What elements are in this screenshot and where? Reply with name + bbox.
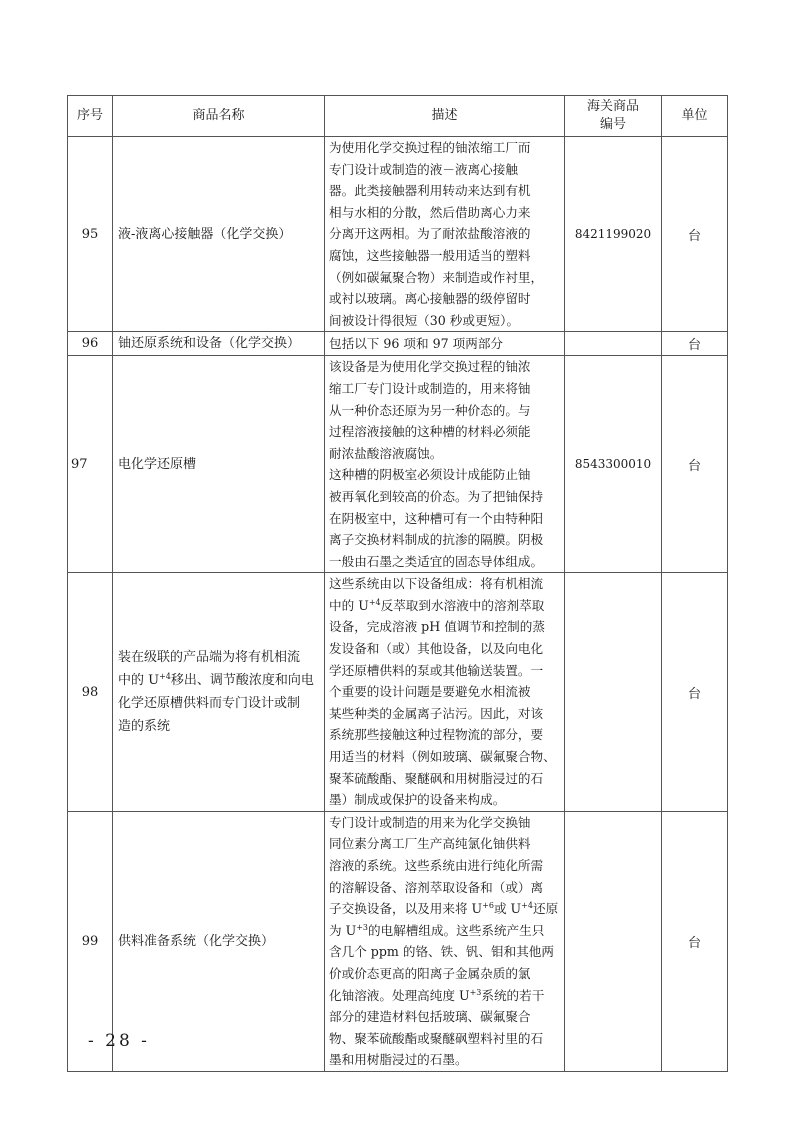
desc-line: 过程溶液接触的这种槽的材料必须能 xyxy=(329,424,531,440)
row-no: 99 xyxy=(68,811,113,1071)
row-hs-code: 8543300010 xyxy=(565,356,662,573)
desc-line: 墨和用树脂浸过的石墨。 xyxy=(329,1052,468,1068)
name-line: 装在级联的产品端为将有机相流 xyxy=(118,650,301,666)
desc-line: 专门设计或制造的用来为化学交换铀 xyxy=(329,814,531,830)
desc-line: 设备，完成溶液 pH 值调节和控制的蒸 xyxy=(329,619,545,635)
row-unit: 台 xyxy=(662,332,728,356)
table-row xyxy=(68,332,728,356)
row-desc xyxy=(325,573,565,812)
name-line: 造的系统 xyxy=(118,719,171,735)
desc-line: 个重要的设计问题是要避免水相流被 xyxy=(329,684,531,700)
desc-line xyxy=(329,920,560,942)
desc-line: 该设备是为使用化学交换过程的铀浓 xyxy=(329,359,531,375)
name-text: 中的 U xyxy=(118,673,160,689)
row-unit: 台 xyxy=(662,811,728,1071)
table-header-row xyxy=(68,96,728,137)
header-hs-line2: 编号 xyxy=(599,117,626,132)
header-name: 商品名称 xyxy=(113,96,325,137)
header-unit: 单位 xyxy=(662,96,728,137)
desc-line xyxy=(329,898,560,920)
desc-line: 或衬以玻璃。离心接触器的级停留时 xyxy=(329,291,531,307)
desc-line: 相与水相的分散，然后借助离心力来 xyxy=(329,204,531,220)
row-desc xyxy=(325,356,565,573)
desc-line: 专门设计或制造的液－液离心接触 xyxy=(329,161,518,177)
desc-line: 系统那些接触这种过程物流的部分，要 xyxy=(329,727,544,743)
desc-line: 含几个 ppm 的铬、铁、钒、钼和其他两 xyxy=(329,944,554,960)
row-no: 98 xyxy=(68,573,113,812)
superscript: +6 xyxy=(482,901,494,911)
desc-line: （例如碳氟聚合物）来制造或作衬里， xyxy=(329,269,544,285)
desc-text: 为 U xyxy=(329,922,357,938)
desc-line: 溶液的系统。这些系统由进行纯化所需 xyxy=(329,858,544,873)
desc-line: 发设备和（或）其他设备，以及向电化 xyxy=(329,641,544,657)
desc-text: 系统的若干 xyxy=(481,987,545,1003)
desc-line: 价或价态更高的阳离子金属杂质的氯 xyxy=(329,965,531,981)
row-hs-code: 8421199020 xyxy=(565,137,662,332)
header-hs-line1: 海关商品 xyxy=(586,99,639,114)
desc-line: 墨）制成或保护的设备来构成。 xyxy=(329,792,506,808)
desc-line: 这种槽的阴极室必须设计成能防止铀 xyxy=(329,467,531,483)
row-hs-code xyxy=(565,811,662,1071)
desc-line: 学还原槽供料的泵或其他输送装置。一 xyxy=(329,662,544,678)
desc-line: 用适当的材料（例如玻璃、碳氟聚合物、 xyxy=(329,749,556,765)
desc-line: 离子交换材料制成的抗渗的隔膜。阴极 xyxy=(329,532,544,548)
header-no: 序号 xyxy=(68,96,113,137)
desc-text: 子交换设备，以及用来将 U xyxy=(329,901,483,917)
table-row xyxy=(68,811,728,1071)
desc-line: 某些种类的金属离子沾污。因此，对该 xyxy=(329,705,544,721)
row-name: 铀还原系统和设备（化学交换） xyxy=(113,332,325,356)
row-no: 95 xyxy=(68,137,113,332)
table-row xyxy=(68,356,728,573)
desc-line: 聚苯硫酸酯、聚醚砜和用树脂浸过的石 xyxy=(329,770,544,786)
row-name: 供料准备系统（化学交换） xyxy=(113,811,325,1071)
superscript: +3 xyxy=(356,922,369,932)
row-name: 电化学还原槽 xyxy=(113,356,325,573)
desc-line: 被再氧化到较高的价态。为了把铀保持 xyxy=(329,488,544,504)
desc-text: 反萃取到水溶液中的溶剂萃取 xyxy=(380,597,545,613)
desc-line: 同位素分离工厂生产高纯氯化铀供料 xyxy=(329,836,531,852)
desc-line: 部分的建造材料包括玻璃、碳氟聚合 xyxy=(329,1009,531,1025)
row-name xyxy=(113,573,325,812)
name-line xyxy=(118,669,319,692)
row-unit: 台 xyxy=(662,137,728,332)
superscript: +4 xyxy=(159,672,171,682)
row-unit: 台 xyxy=(662,573,728,812)
desc-text: 还原 xyxy=(532,901,559,917)
row-no: 97 xyxy=(68,356,113,573)
desc-text: 或 U xyxy=(493,901,522,917)
table-row xyxy=(68,573,728,812)
superscript: +3 xyxy=(469,987,482,997)
desc-line: 腐蚀，这些接触器一般用适当的塑料 xyxy=(329,247,531,263)
row-no: 96 xyxy=(68,332,113,356)
superscript: +4 xyxy=(521,901,533,911)
name-text: 移出、调节酸浓度和向电 xyxy=(170,673,314,689)
desc-line: 缩工厂专门设计或制造的，用来将铀 xyxy=(329,380,531,396)
table-row xyxy=(68,137,728,332)
desc-line: 物、聚苯硫酸酯或聚醚砜塑料衬里的石 xyxy=(329,1030,544,1046)
desc-line: 耐浓盐酸溶液腐蚀。 xyxy=(329,445,443,461)
desc-line: 这些系统由以下设备组成：将有机相流 xyxy=(329,576,544,592)
desc-line xyxy=(329,595,560,617)
desc-line: 的溶解设备、溶剂萃取设备和（或）离 xyxy=(329,879,544,895)
desc-line: 为使用化学交换过程的铀浓缩工厂而 xyxy=(329,140,531,155)
row-unit: 台 xyxy=(662,356,728,573)
header-hs-code xyxy=(565,96,662,137)
desc-line: 间被设计得很短（30 秒或更短）。 xyxy=(329,312,520,328)
desc-text: 的电解槽组成。这些系统产生只 xyxy=(368,922,545,938)
row-desc xyxy=(325,811,565,1071)
desc-line: 包括以下 96 项和 97 项两部分 xyxy=(329,336,504,352)
desc-line: 在阴极室中，这种槽可有一个由特种阳 xyxy=(329,510,544,526)
superscript: +4 xyxy=(368,597,381,607)
desc-line xyxy=(329,985,560,1007)
row-desc xyxy=(325,332,565,356)
row-name: 液-液离心接触器（化学交换） xyxy=(113,137,325,332)
name-line: 化学还原槽供料而专门设计或制 xyxy=(118,696,301,712)
row-hs-code xyxy=(565,573,662,812)
desc-text: 中的 U xyxy=(329,597,369,613)
row-hs-code xyxy=(565,332,662,356)
page-number: - 28 - xyxy=(88,1031,150,1051)
row-desc xyxy=(325,137,565,332)
desc-line: 器。此类接触器利用转动来达到有机 xyxy=(329,183,531,199)
goods-table xyxy=(67,95,728,1072)
desc-line: 一般由石墨之类适宜的固态导体组成。 xyxy=(329,553,544,569)
desc-line: 分离开这两相。为了耐浓盐酸溶液的 xyxy=(329,226,531,242)
desc-line: 从一种价态还原为另一种价态的。与 xyxy=(329,402,531,418)
header-desc: 描述 xyxy=(325,96,565,137)
desc-text: 化铀溶液。处理高纯度 U xyxy=(329,987,470,1003)
